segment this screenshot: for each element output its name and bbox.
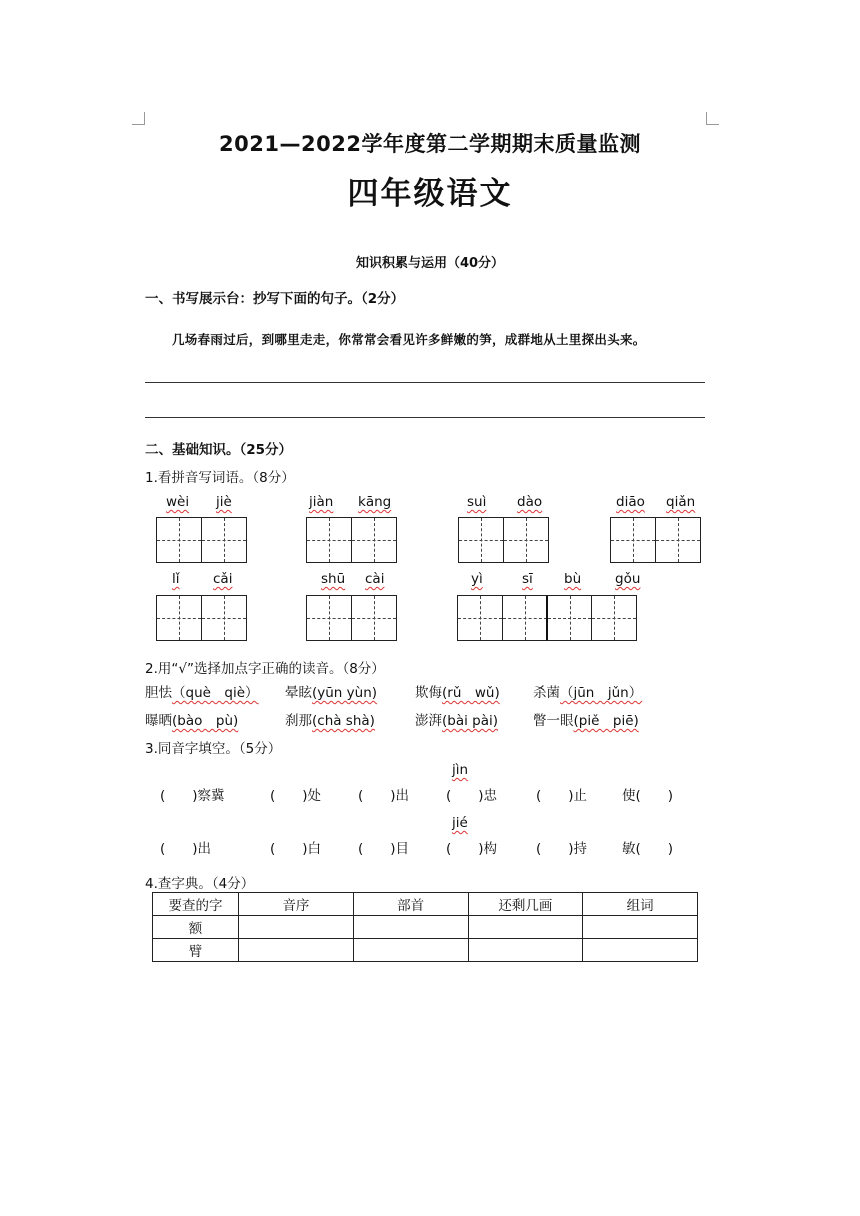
q2-label: 2.用“√”选择加点字正确的读音。（8分） bbox=[145, 661, 385, 677]
table-header: 组词 bbox=[583, 893, 698, 916]
section1-heading: 一、书写展示台：抄写下面的句子。（2分） bbox=[145, 291, 405, 307]
table-cell[interactable] bbox=[353, 939, 468, 962]
writing-grid-3[interactable] bbox=[458, 517, 549, 563]
fill-blank[interactable]: ( )忠 bbox=[446, 788, 498, 804]
writing-grid-7[interactable] bbox=[457, 595, 637, 641]
reading-item[interactable]: 晕眩(yūn yùn) bbox=[285, 685, 378, 701]
table-cell[interactable] bbox=[239, 916, 354, 939]
reading-item[interactable]: 澎湃(bài pài) bbox=[415, 713, 499, 729]
fill-blank[interactable]: ( )出 bbox=[358, 788, 410, 804]
table-cell-char: 额 bbox=[153, 916, 239, 939]
pinyin: bù bbox=[564, 571, 582, 587]
table-cell[interactable] bbox=[468, 939, 583, 962]
reading-item[interactable]: 胆怯（què qiè） bbox=[145, 685, 259, 701]
table-cell[interactable] bbox=[583, 916, 698, 939]
pinyin: gǒu bbox=[615, 571, 641, 587]
writing-grid-1[interactable] bbox=[156, 517, 247, 563]
pinyin: sī bbox=[522, 571, 533, 587]
table-header: 音序 bbox=[239, 893, 354, 916]
table-cell[interactable] bbox=[468, 916, 583, 939]
reading-item[interactable]: 杀菌（jūn jǔn） bbox=[533, 685, 643, 701]
fill-blank[interactable]: ( )目 bbox=[358, 841, 410, 857]
table-header-row bbox=[153, 893, 698, 916]
pinyin: cǎi bbox=[213, 571, 233, 587]
pinyin-jin: jìn bbox=[452, 762, 469, 778]
table-cell[interactable] bbox=[353, 916, 468, 939]
reading-item[interactable]: 瞥一眼(piě piē) bbox=[533, 713, 639, 729]
pinyin: cài bbox=[365, 571, 385, 587]
writing-grid-5[interactable] bbox=[156, 595, 247, 641]
section2-heading: 二、基础知识。（25分） bbox=[145, 442, 293, 458]
fill-blank[interactable]: ( )止 bbox=[536, 788, 588, 804]
fill-blank[interactable]: 敏( ) bbox=[622, 841, 674, 857]
fill-blank[interactable]: ( )持 bbox=[536, 841, 588, 857]
pinyin: kāng bbox=[358, 494, 392, 510]
pinyin: jiàn bbox=[309, 494, 334, 510]
q3-label: 3.同音字填空。（5分） bbox=[145, 741, 282, 757]
part-title: 知识积累与运用（40分） bbox=[355, 256, 505, 271]
table-cell[interactable] bbox=[583, 939, 698, 962]
fill-blank[interactable]: ( )白 bbox=[270, 841, 322, 857]
pinyin: suì bbox=[467, 494, 487, 510]
pinyin: qiǎn bbox=[666, 494, 696, 510]
copy-sentence: 几场春雨过后，到哪里走走，你常常会看见许多鲜嫩的笋，成群地从土里探出头来。 bbox=[172, 332, 646, 347]
crop-mark-left bbox=[132, 112, 145, 125]
writing-line-2[interactable] bbox=[145, 417, 705, 418]
table-row bbox=[153, 939, 698, 962]
fill-blank[interactable]: ( )构 bbox=[446, 841, 498, 857]
table-header: 部首 bbox=[353, 893, 468, 916]
exam-title: 2021—2022学年度第二学期期末质量监测 bbox=[219, 132, 641, 156]
table-cell[interactable] bbox=[239, 939, 354, 962]
table-cell-char: 臂 bbox=[153, 939, 239, 962]
fill-blank[interactable]: ( )出 bbox=[160, 841, 212, 857]
writing-line-1[interactable] bbox=[145, 382, 705, 383]
pinyin: dào bbox=[517, 494, 543, 510]
writing-grid-2[interactable] bbox=[306, 517, 397, 563]
reading-item[interactable]: 刹那(chà shà) bbox=[285, 713, 375, 729]
dictionary-table bbox=[152, 892, 698, 962]
pinyin: yì bbox=[471, 571, 483, 587]
q1-label: 1.看拼音写词语。（8分） bbox=[145, 470, 295, 486]
pinyin-jie: jié bbox=[452, 815, 468, 831]
pinyin: lǐ bbox=[172, 571, 180, 587]
q4-label: 4.查字典。（4分） bbox=[145, 876, 255, 892]
table-header: 要查的字 bbox=[153, 893, 239, 916]
pinyin: jiè bbox=[216, 494, 232, 510]
pinyin: shū bbox=[321, 571, 346, 587]
fill-blank[interactable]: ( )处 bbox=[270, 788, 322, 804]
subject-title: 四年级语文 bbox=[347, 176, 513, 212]
writing-grid-4[interactable] bbox=[610, 517, 701, 563]
table-row bbox=[153, 916, 698, 939]
fill-blank[interactable]: ( )察冀 bbox=[160, 788, 225, 804]
reading-item[interactable]: 曝晒(bào pù) bbox=[145, 713, 239, 729]
writing-grid-6[interactable] bbox=[306, 595, 397, 641]
reading-item[interactable]: 欺侮(rǔ wǔ) bbox=[415, 685, 500, 701]
crop-mark-right bbox=[706, 112, 719, 125]
pinyin: diāo bbox=[616, 494, 645, 510]
table-header: 还剩几画 bbox=[468, 893, 583, 916]
fill-blank[interactable]: 使( ) bbox=[622, 788, 674, 804]
pinyin: wèi bbox=[166, 494, 190, 510]
